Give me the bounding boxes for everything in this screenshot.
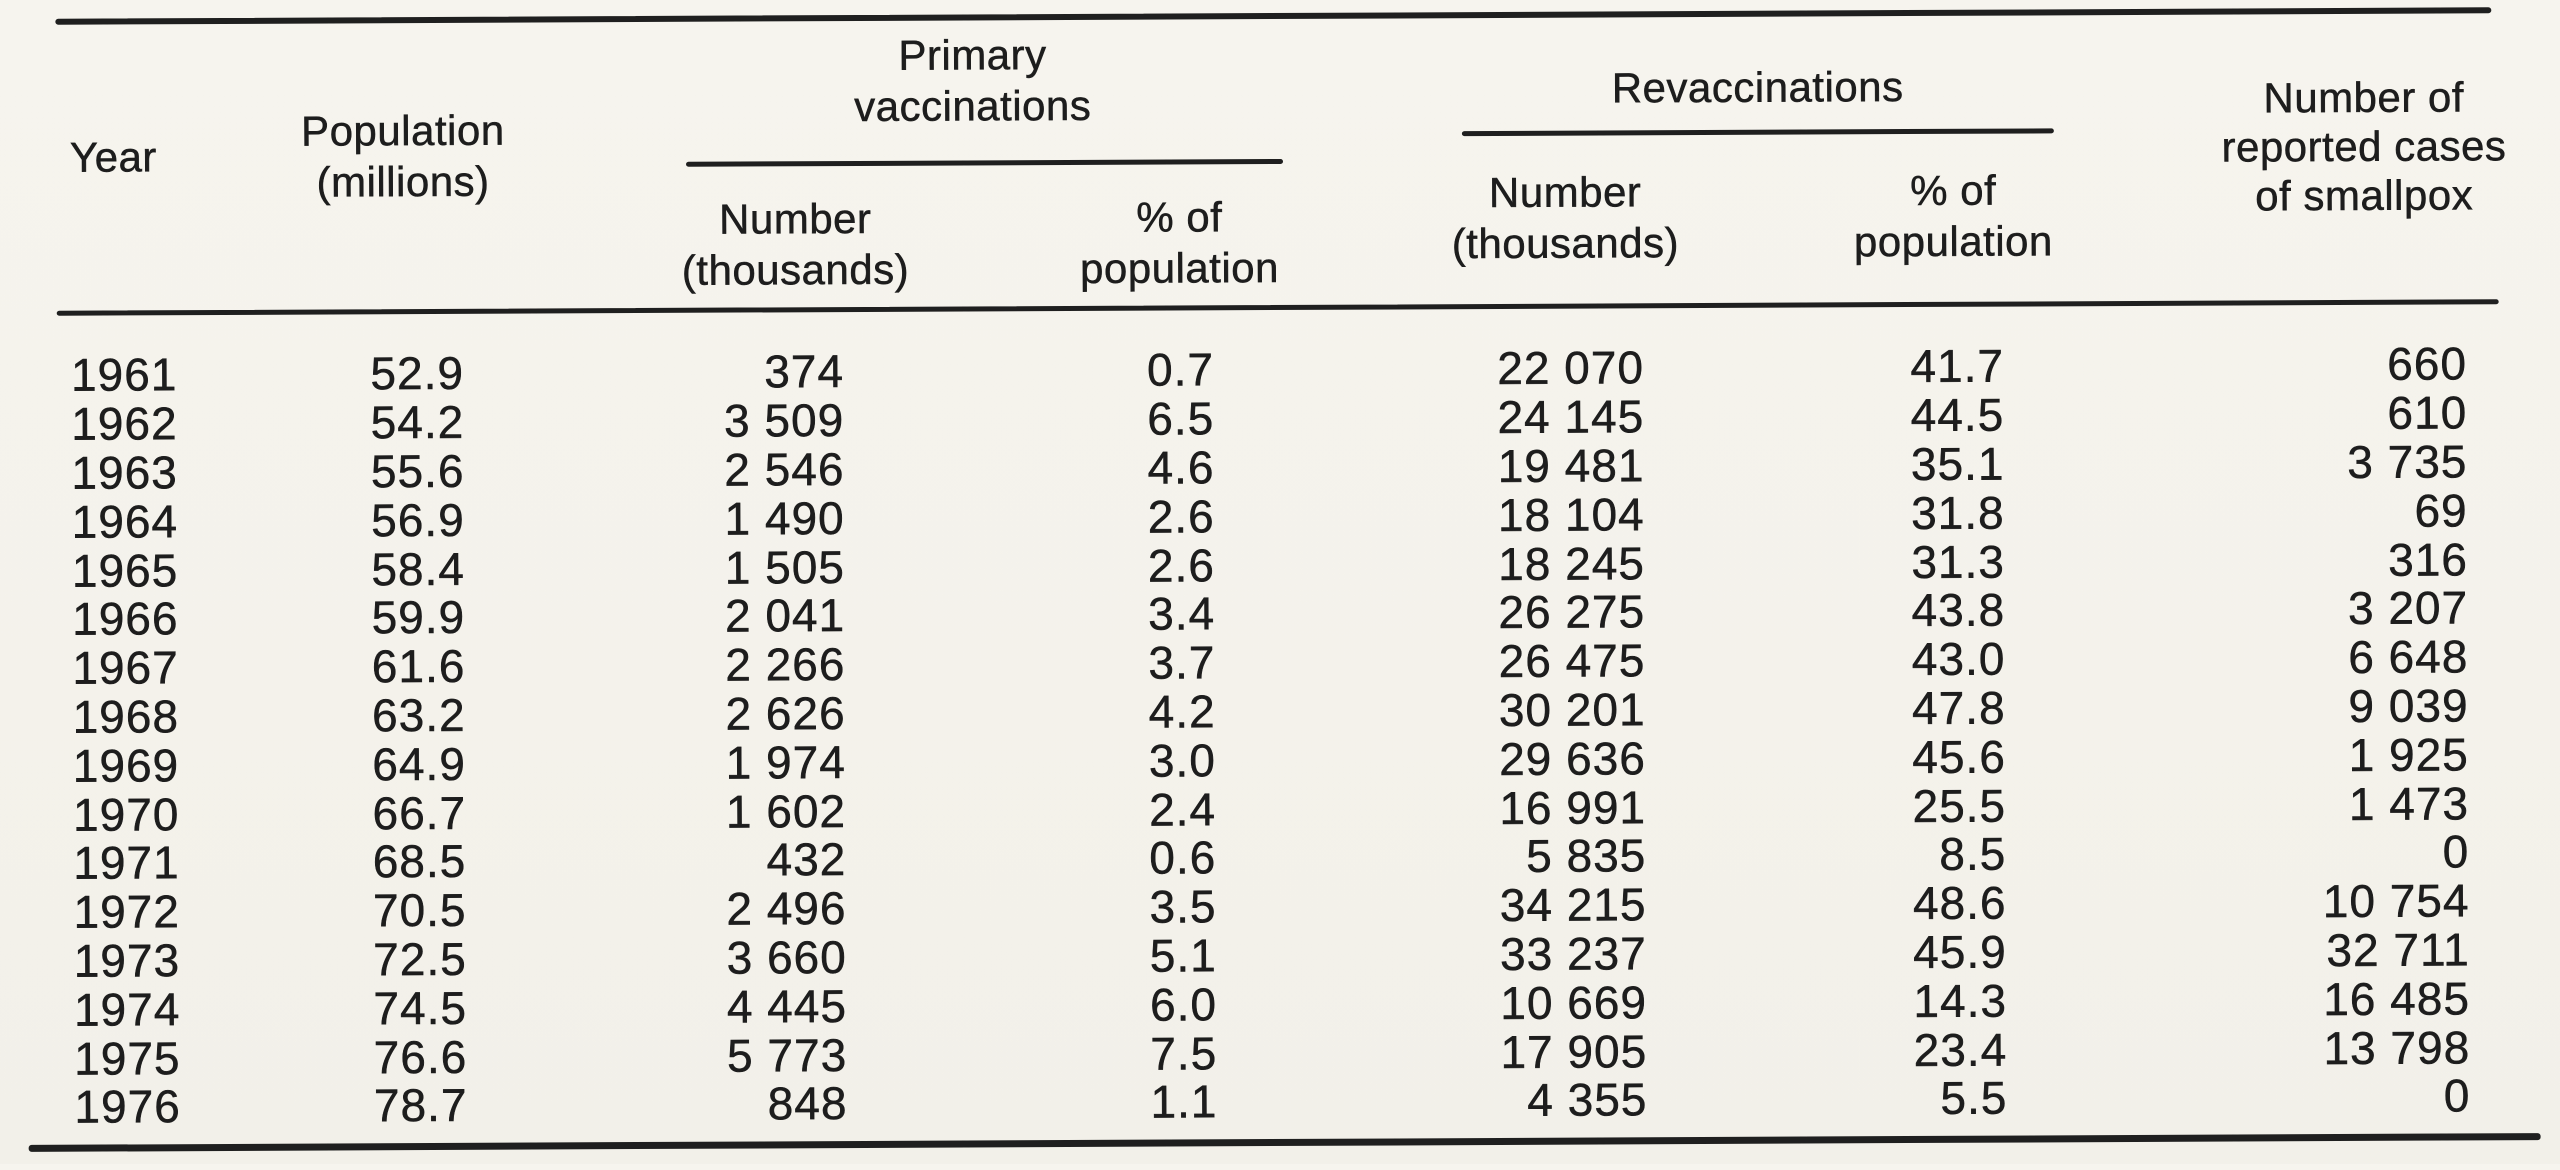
header-population-line2: (millions) <box>316 157 490 206</box>
primary-pct-cell: 6.5 <box>1147 392 1215 445</box>
primary-pct-cell: 0.6 <box>1149 831 1217 884</box>
population-cell: 56.9 <box>371 493 465 547</box>
primary-number-cell: 374 <box>764 345 845 398</box>
cases-cell: 69 <box>2414 484 2468 537</box>
revacc-number-cell: 16 991 <box>1499 780 1647 834</box>
primary-pct-cell: 2.6 <box>1147 490 1215 543</box>
population-cell: 61.6 <box>371 640 466 693</box>
revacc-number-cell: 18 245 <box>1498 536 1646 590</box>
revacc-pct-cell: 43.8 <box>1911 583 2006 637</box>
cases-cell: 1 925 <box>2348 728 2469 781</box>
revacc-pct-cell: 48.6 <box>1912 876 2007 930</box>
population-cell: 58.4 <box>371 542 466 595</box>
primary-number-cell: 848 <box>767 1077 848 1130</box>
cases-cell: 0 <box>2442 825 2470 878</box>
population-cell: 63.2 <box>371 688 466 742</box>
cases-cell: 660 <box>2387 337 2468 391</box>
cases-cell: 610 <box>2387 386 2468 439</box>
header-population <box>253 104 553 207</box>
primary-pct-cell: 0.7 <box>1146 343 1215 397</box>
cases-cell: 0 <box>2443 1069 2471 1122</box>
revacc-pct-cell: 43.0 <box>1911 632 2006 686</box>
primary-number-cell: 2 496 <box>726 882 847 935</box>
revacc-number-cell: 18 104 <box>1497 488 1645 541</box>
year-cell: 1962 <box>71 397 178 450</box>
header-group-primary-vaccinations <box>722 28 1222 132</box>
revacc-number-cell: 33 237 <box>1499 927 1647 980</box>
population-cell: 66.7 <box>372 786 467 839</box>
year-cell: 1963 <box>71 446 178 499</box>
primary-pct-cell: 1.1 <box>1150 1075 1218 1128</box>
revacc-number-cell: 26 475 <box>1498 634 1646 688</box>
year-cell: 1964 <box>71 494 179 548</box>
primary-pct-cell: 4.2 <box>1148 685 1216 738</box>
revacc-pct-cell: 8.5 <box>1939 827 2007 881</box>
header-revacc-number-line2: (thousands) <box>1451 219 1680 268</box>
header-revacc-number-line1: Number <box>1488 168 1642 217</box>
population-cell: 74.5 <box>373 981 468 1035</box>
primary-number-cell: 1 602 <box>725 784 847 838</box>
header-primary-percent <box>1024 191 1334 294</box>
header-group-revaccinations: Revaccinations <box>1611 63 1904 112</box>
revacc-number-cell: 19 481 <box>1497 439 1645 492</box>
year-cell: 1971 <box>73 836 180 890</box>
header-primary-percent-line1: % of <box>1136 193 1223 241</box>
revacc-pct-cell: 45.6 <box>1912 730 2006 783</box>
header-revacc-number <box>1410 166 1720 269</box>
year-cell: 1974 <box>73 982 181 1036</box>
primary-pct-cell: 4.6 <box>1147 441 1215 494</box>
population-cell: 59.9 <box>371 591 466 644</box>
year-cell: 1976 <box>74 1080 181 1134</box>
revacc-pct-cell: 35.1 <box>1910 437 2005 491</box>
revacc-pct-cell: 5.5 <box>1940 1071 2008 1125</box>
population-cell: 78.7 <box>373 1079 468 1132</box>
revacc-number-cell: 10 669 <box>1500 976 1648 1029</box>
cases-cell: 3 207 <box>2347 581 2469 635</box>
revacc-number-cell: 4 355 <box>1527 1073 1648 1127</box>
population-cell: 72.5 <box>373 932 467 986</box>
primary-pct-cell: 6.0 <box>1149 978 1218 1031</box>
cases-cell: 16 485 <box>2323 972 2471 1025</box>
revacc-pct-cell: 44.5 <box>1910 388 2005 442</box>
header-reported-cases-line1: Number of <box>2263 73 2465 122</box>
header-primary-percent-line2: population <box>1079 244 1280 292</box>
primary-pct-cell: 2.6 <box>1147 538 1216 592</box>
primary-number-cell: 2 266 <box>725 638 846 691</box>
year-cell: 1975 <box>74 1031 181 1085</box>
population-cell: 68.5 <box>372 835 467 888</box>
header-primary-number <box>640 193 950 296</box>
revacc-number-cell: 34 215 <box>1499 878 1647 932</box>
header-revacc-percent <box>1798 164 2108 267</box>
cases-cell: 1 473 <box>2348 776 2470 830</box>
table-bottom-rule <box>29 1133 2541 1152</box>
header-reported-cases <box>2134 72 2560 221</box>
population-cell: 70.5 <box>372 883 467 937</box>
primary-pct-cell: 2.4 <box>1148 782 1217 836</box>
header-population-line1: Population <box>301 106 505 155</box>
year-cell: 1965 <box>71 543 179 597</box>
primary-pct-cell: 3.7 <box>1148 636 1216 689</box>
primary-number-cell: 1 490 <box>724 491 845 545</box>
primary-number-cell: 4 445 <box>726 979 848 1033</box>
cases-cell: 32 711 <box>2326 923 2470 977</box>
primary-group-underline <box>686 159 1283 167</box>
primary-number-cell: 1 974 <box>725 735 846 789</box>
year-cell: 1966 <box>72 592 179 646</box>
revacc-number-cell: 24 145 <box>1497 390 1645 444</box>
revacc-pct-cell: 25.5 <box>1912 779 2007 832</box>
primary-pct-cell: 3.5 <box>1149 880 1217 933</box>
primary-number-cell: 2 546 <box>724 443 845 496</box>
revacc-pct-cell: 23.4 <box>1913 1023 2008 1076</box>
primary-number-cell: 1 505 <box>724 540 846 594</box>
population-cell: 52.9 <box>370 347 465 400</box>
header-year: Year <box>69 133 157 181</box>
cases-cell: 9 039 <box>2348 679 2469 732</box>
primary-number-cell: 3 660 <box>726 930 847 984</box>
cases-cell: 3 735 <box>2347 435 2468 488</box>
cases-cell: 13 798 <box>2323 1020 2471 1074</box>
header-revacc-percent-line1: % of <box>1910 166 1997 215</box>
table-body <box>0 339 2560 1132</box>
table-row <box>2 1071 2560 1132</box>
primary-number-cell: 2 626 <box>725 687 846 740</box>
population-cell: 55.6 <box>370 444 465 498</box>
header-revacc-percent-line2: population <box>1853 217 2053 266</box>
revacc-pct-cell: 31.3 <box>1911 535 2006 588</box>
revacc-number-cell: 5 835 <box>1526 829 1647 883</box>
cases-cell: 6 648 <box>2348 630 2469 684</box>
header-reported-cases-line3: of smallpox <box>2255 171 2474 220</box>
year-cell: 1969 <box>72 738 180 792</box>
population-cell: 54.2 <box>370 396 465 449</box>
revacc-number-cell: 26 275 <box>1498 585 1646 639</box>
population-cell: 64.9 <box>372 737 466 791</box>
cases-cell: 10 754 <box>2322 874 2470 928</box>
primary-number-cell: 5 773 <box>726 1028 848 1082</box>
year-cell: 1961 <box>70 348 178 402</box>
primary-number-cell: 3 509 <box>723 394 845 447</box>
table-top-rule <box>55 7 2491 24</box>
year-cell: 1967 <box>72 641 179 694</box>
header-bottom-rule <box>57 299 2499 316</box>
year-cell: 1970 <box>72 787 180 841</box>
header-primary-number-line1: Number <box>718 194 872 243</box>
primary-number-cell: 2 041 <box>724 589 846 642</box>
year-cell: 1973 <box>73 934 181 987</box>
header-primary-number-line2: (thousands) <box>681 245 910 294</box>
revacc-pct-cell: 47.8 <box>1911 681 2006 734</box>
primary-pct-cell: 7.5 <box>1150 1026 1218 1080</box>
primary-pct-cell: 3.4 <box>1148 587 1216 640</box>
revacc-pct-cell: 41.7 <box>1910 339 2005 393</box>
cases-cell: 316 <box>2388 532 2469 586</box>
revacc-number-cell: 22 070 <box>1497 341 1645 395</box>
primary-number-cell: 432 <box>766 833 847 886</box>
primary-pct-cell: 3.0 <box>1148 734 1216 787</box>
year-cell: 1972 <box>73 885 181 938</box>
header-primary-line2: vaccinations <box>854 81 1092 131</box>
revacc-number-cell: 30 201 <box>1498 683 1646 736</box>
revacc-number-cell: 29 636 <box>1499 732 1646 785</box>
header-primary-line1: Primary <box>898 31 1047 79</box>
revaccinations-group-underline <box>1462 128 2054 136</box>
revacc-number-cell: 17 905 <box>1500 1024 1648 1078</box>
year-cell: 1968 <box>72 690 180 743</box>
revacc-pct-cell: 45.9 <box>1913 925 2007 978</box>
population-cell: 76.6 <box>373 1030 468 1083</box>
revacc-pct-cell: 31.8 <box>1911 486 2005 539</box>
revacc-pct-cell: 14.3 <box>1913 974 2008 1027</box>
primary-pct-cell: 5.1 <box>1149 929 1217 982</box>
header-reported-cases-line2: reported cases <box>2221 122 2507 171</box>
